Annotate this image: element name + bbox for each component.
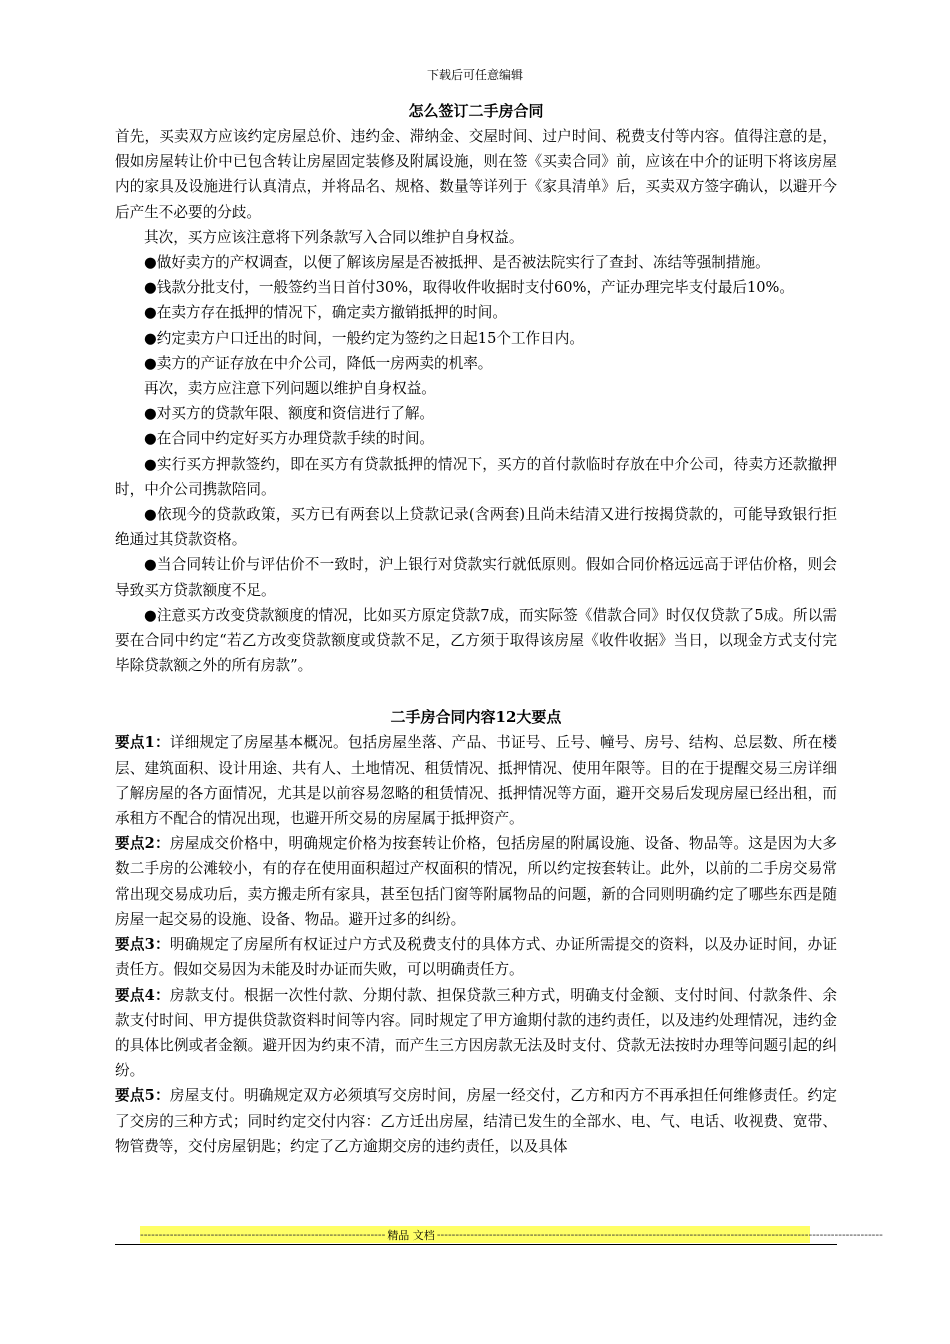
key-point: [115, 831, 837, 932]
paragraph: 首先，买卖双方应该约定房屋总价、违约金、滞纳金、交屋时间、过户时间、税费支付等内容。值得注意的是，假如房屋转让价中已包含转让房屋固定装修及附属设施，则在签《买卖合同》前，应该在中介的证明下将该房屋内的家具及设施进行认真清点，并将品名、规格、数量等详列于《家具清单》后，买卖双方签字确认，以避开今后产生不必要的分歧。: [115, 128, 837, 221]
footer-band: [140, 1226, 883, 1243]
key-point: [115, 730, 837, 831]
section1-body: [115, 124, 837, 678]
paragraph: ●注意买方改变贷款额度的情况，比如买方原定贷款7成，而实际签《借款合同》时仅仅贷款了5成。所以需要在合同中约定“若乙方改变贷款额度或贷款不足，乙方须于取得该房屋《收件收据》当日，以现金方式支付完毕除贷款额之外的所有房款”。: [115, 606, 837, 675]
paragraph: ●在合同中约定好买方办理贷款手续的时间。: [144, 430, 435, 448]
key-point-text: 详细规定了房屋基本概况。包括房屋坐落、产品、书证号、丘号、幢号、房号、结构、总层数、所在楼层、建筑面积、设计用途、共有人、土地情况、租赁情况、抵押情况、使用年限等。目的在于提醒交易三房详细了解房屋的各方面情况，尤其是以前容易忽略的租赁情况、抵押情况等方面，避开交易后发现房屋已经出租，而承租方不配合的情况出现，也避开所交易的房屋属于抵押资产。: [115, 734, 837, 828]
section2-body: [115, 730, 837, 1158]
key-point: [115, 983, 837, 1084]
paragraph: ●卖方的产证存放在中介公司，降低一房两卖的机率。: [144, 354, 493, 372]
section-gap: [115, 678, 837, 704]
paragraph: ●钱款分批支付，一般签约当日首付30%，取得收件收据时支付60%，产证办理完毕支付最后10%。: [144, 279, 795, 297]
section1-title: 怎么签订二手房合同: [408, 102, 544, 120]
key-point-text: 房屋支付。明确规定双方必须填写交房时间，房屋一经交付，乙方和丙方不再承担任何维修责任。约定了交房的三种方式；同时约定交付内容：乙方迁出房屋，结清已发生的全部水、电、气、电话、收视费、宽带、物管费等，交付房屋钥匙；约定了乙方逾期交房的违约责任，以及具体: [115, 1087, 837, 1155]
footer-dashes-left: ------------------------------------------------------------------: [140, 1228, 386, 1241]
paragraph: ●在卖方存在抵押的情况下，确定卖方撤销抵押的时间。: [144, 304, 507, 322]
key-point-label: 要点4：: [115, 986, 170, 1004]
paragraph: ●对买方的贷款年限、额度和资信进行了解。: [144, 405, 435, 423]
paragraph: ●当合同转让价与评估价不一致时，沪上银行对贷款实行就低原则。假如合同价格远远高于评估价格，则会导致买方贷款额度不足。: [115, 556, 837, 599]
footer-divider: [115, 1244, 837, 1245]
paragraph: ●依现今的贷款政策，买方已有两套以上贷款记录(含两套)且尚未结清又进行按揭贷款的，可能导致银行拒绝通过其贷款资格。: [115, 506, 837, 549]
paragraph: ●约定卖方户口迁出的时间，一般约定为签约之日起15个工作日内。: [144, 329, 584, 347]
key-point: [115, 932, 837, 982]
key-point-text: 房屋成交价格中，明确规定价格为按套转让价格，包括房屋的附属设施、设备、物品等。这是因为大多数二手房的公滩较小，有的存在使用面积超过产权面积的情况，所以约定按套转让。此外，以前的二手房交易常常出现交易成功后，卖方搬走所有家具，甚至包括门窗等附属物品的问题，新的合同则明确约定了哪些东西是随房屋一起交易的设施、设备、物品。避开过多的纠纷。: [115, 835, 837, 928]
paragraph: 其次，买方应该注意将下列条款写入合同以维护自身权益。: [144, 228, 524, 246]
paragraph: ●实行买方押款签约，即在买方有贷款抵押的情况下，买方的首付款临时存放在中介公司，待卖方还款撤押时，中介公司携款陪同。: [115, 455, 837, 498]
section2-title: 二手房合同内容12大要点: [390, 708, 562, 727]
footer-dashes-right: ------------------------------------------------------------------------------------------------------------------------: [436, 1228, 883, 1241]
key-point-label: 要点5：: [115, 1087, 170, 1105]
document-body: [115, 98, 837, 1159]
key-point-label: 要点1：: [115, 734, 170, 752]
key-point-label: 要点3：: [115, 936, 170, 954]
header-note: 下载后可任意编辑: [426, 68, 523, 82]
paragraph: 再次，卖方应注意下列问题以维护自身权益。: [144, 380, 436, 398]
key-point: [115, 1083, 837, 1159]
key-point-label: 要点2：: [115, 835, 170, 853]
paragraph: ●做好卖方的产权调查，以便了解该房屋是否被抵押、是否被法院实行了查封、冻结等强制措施。: [144, 254, 770, 272]
key-point-text: 明确规定了房屋所有权证过户方式及税费支付的具体方式、办证所需提交的资料，以及办证时间，办证责任方。假如交易因为未能及时办证而失败，可以明确责任方。: [115, 936, 837, 979]
footer-text: 精品 文档: [387, 1228, 435, 1242]
key-point-text: 房款支付。根据一次性付款、分期付款、担保贷款三种方式，明确支付金额、支付时间、付款条件、余款支付时间、甲方提供贷款资料时间等内容。同时规定了甲方逾期付款的违约责任，以及违约处理情况，违约金的具体比例或者金额。避开因为约束不清，而产生三方因房款无法及时支付、贷款无法按时办理等问题引起的纠纷。: [115, 986, 837, 1080]
